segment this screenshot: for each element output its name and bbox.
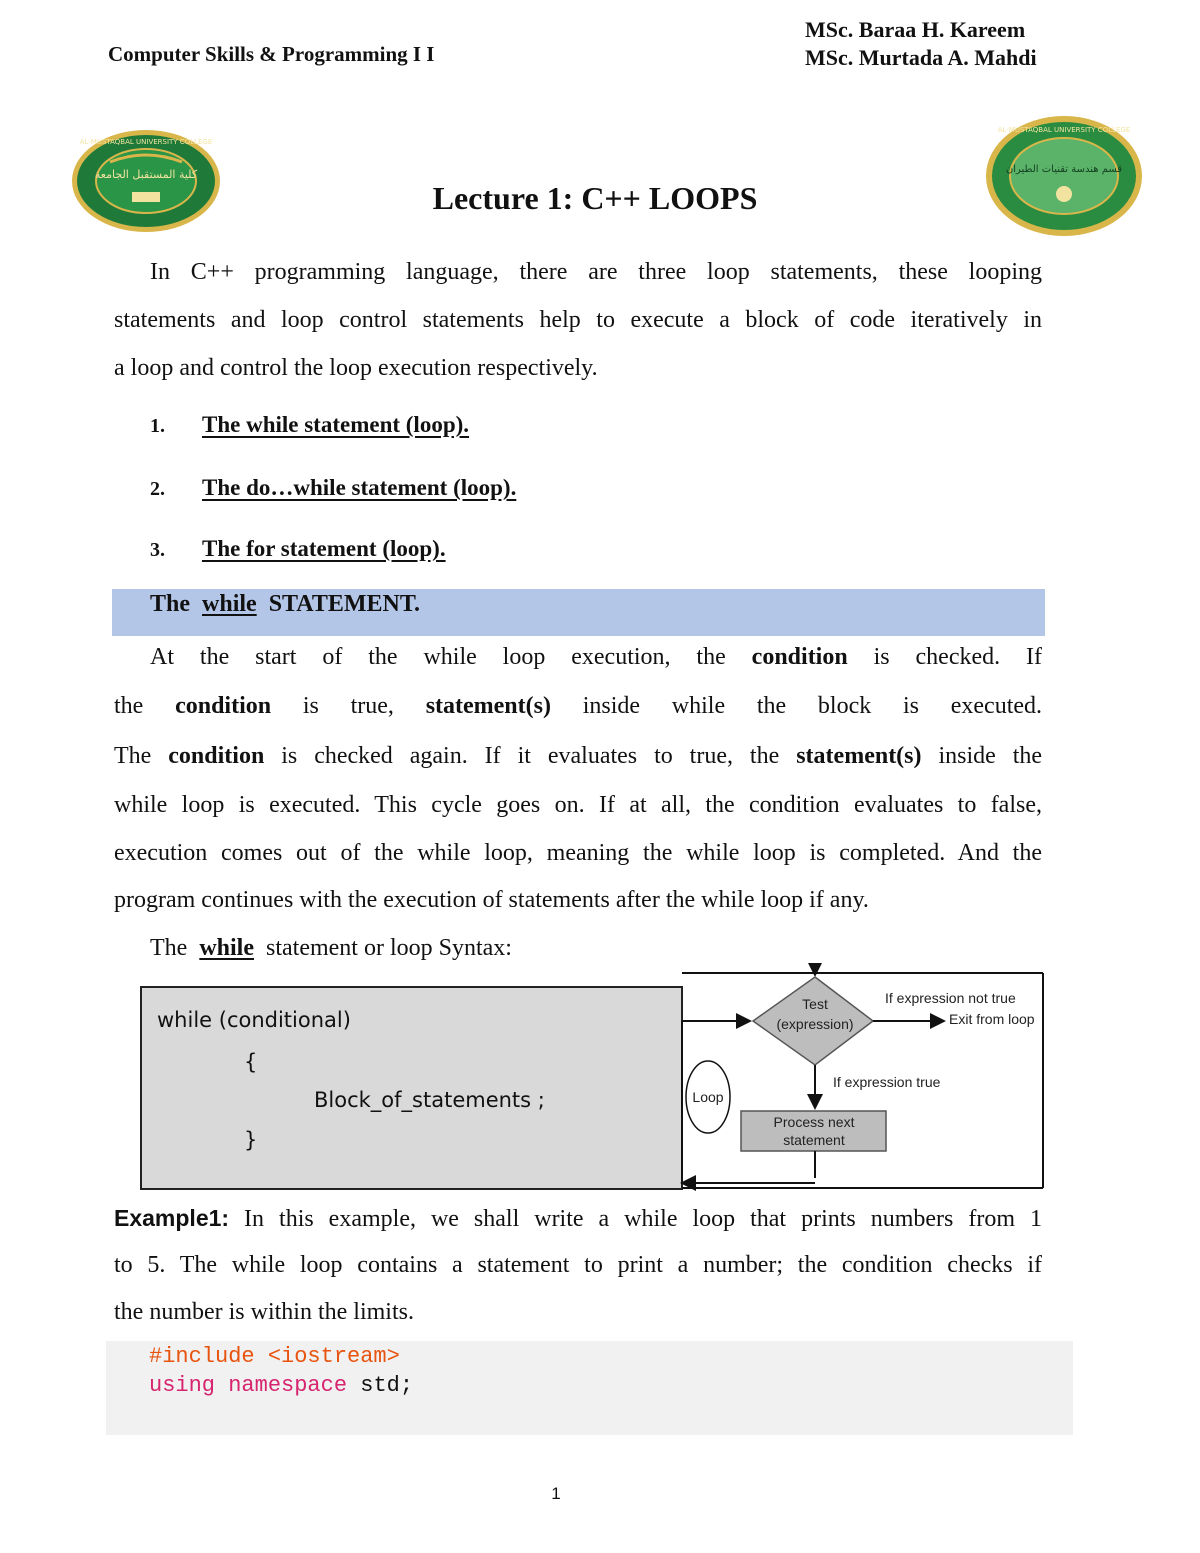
logo-left-ring-text: AL-MUSTAQBAL UNIVERSITY COLLEGE	[79, 138, 213, 146]
list-number: 1.	[150, 415, 165, 437]
list-text: The for statement (loop).	[202, 536, 446, 561]
body-line-6: program continues with the execution of statements after the while loop if any.	[114, 887, 869, 913]
logo-right-arabic: قسم هندسة تقنيات الطيران	[1005, 164, 1123, 175]
body-line-2: the condition is true, statement(s) inside while the block is executed.	[114, 693, 1043, 719]
code-line-2: using namespace std;	[149, 1373, 414, 1398]
intro-line-3: a loop and control the loop execution respectively.	[114, 355, 598, 381]
author-1: MSc. Baraa H. Kareem	[805, 17, 1026, 42]
list-item	[150, 412, 469, 438]
exit-label: Exit from loop	[949, 1011, 1035, 1027]
university-logo-right	[984, 114, 1144, 238]
example-line-2: to 5. The while loop contains a statement to print a number; the condition checks if	[114, 1252, 1042, 1278]
example-line-3: the number is within the limits.	[114, 1299, 414, 1325]
syntax-line-1: while (conditional)	[157, 1008, 351, 1032]
syntax-line-4: }	[244, 1128, 258, 1152]
body-line-5: execution comes out of the while loop, meaning the while loop is completed. And the	[114, 840, 1042, 866]
author-2: MSc. Murtada A. Mahdi	[805, 45, 1037, 70]
list-item	[150, 536, 446, 562]
logo-left-arabic: كلية المستقبل الجامعة	[94, 168, 198, 181]
syntax-intro-keyword: while	[199, 935, 254, 961]
test-label-2: (expression)	[776, 1016, 854, 1032]
body-line-3: The condition is checked again. If it evaluates to true, the statement(s) inside the	[114, 743, 1043, 769]
list-item	[150, 475, 516, 501]
section-heading	[150, 591, 420, 618]
process-label-2: statement	[783, 1132, 845, 1148]
example-label: Example1:	[114, 1205, 230, 1231]
list-number: 2.	[150, 478, 165, 500]
logo-right-ring-text: AL-MUSTAQBAL UNIVERSITY COLLEGE	[997, 126, 1131, 134]
test-label-1: Test	[802, 996, 828, 1012]
example-line-1: Example1: In this example, we shall write a while loop that prints numbers from 1	[114, 1205, 1043, 1232]
section-heading-keyword: while	[202, 591, 257, 617]
body-line-4: while loop is executed. This cycle goes on. If at all, the condition evaluates to false,	[114, 792, 1042, 818]
body-line-1: At the start of the while loop execution, the condition is checked. If	[150, 644, 1043, 670]
is-true-label: If expression true	[833, 1074, 941, 1090]
while-flowchart	[678, 963, 1048, 1193]
code-line-1: #include <iostream>	[149, 1344, 400, 1369]
list-text: The do…while statement (loop).	[202, 475, 517, 500]
section-heading-pre: The	[150, 591, 191, 617]
syntax-line-2: {	[244, 1050, 258, 1074]
process-label-1: Process next	[773, 1114, 855, 1130]
course-title: Computer Skills & Programming I I	[108, 42, 435, 66]
not-true-label: If expression not true	[885, 990, 1016, 1006]
page-number: 1	[551, 1484, 561, 1503]
list-text: The while statement (loop).	[202, 412, 470, 437]
list-number: 3.	[150, 539, 165, 561]
intro-line-2: statements and loop control statements help to execute a block of code iteratively in	[114, 307, 1042, 333]
section-heading-post: STATEMENT.	[268, 591, 421, 617]
intro-line-1: In C++ programming language, there are three loop statements, these looping	[150, 259, 1042, 285]
syntax-intro: The while statement or loop Syntax:	[150, 935, 512, 961]
syntax-line-3: Block_of_statements ;	[314, 1088, 545, 1112]
loop-label: Loop	[692, 1089, 724, 1105]
page-title: Lecture 1: C++ LOOPS	[432, 180, 758, 216]
